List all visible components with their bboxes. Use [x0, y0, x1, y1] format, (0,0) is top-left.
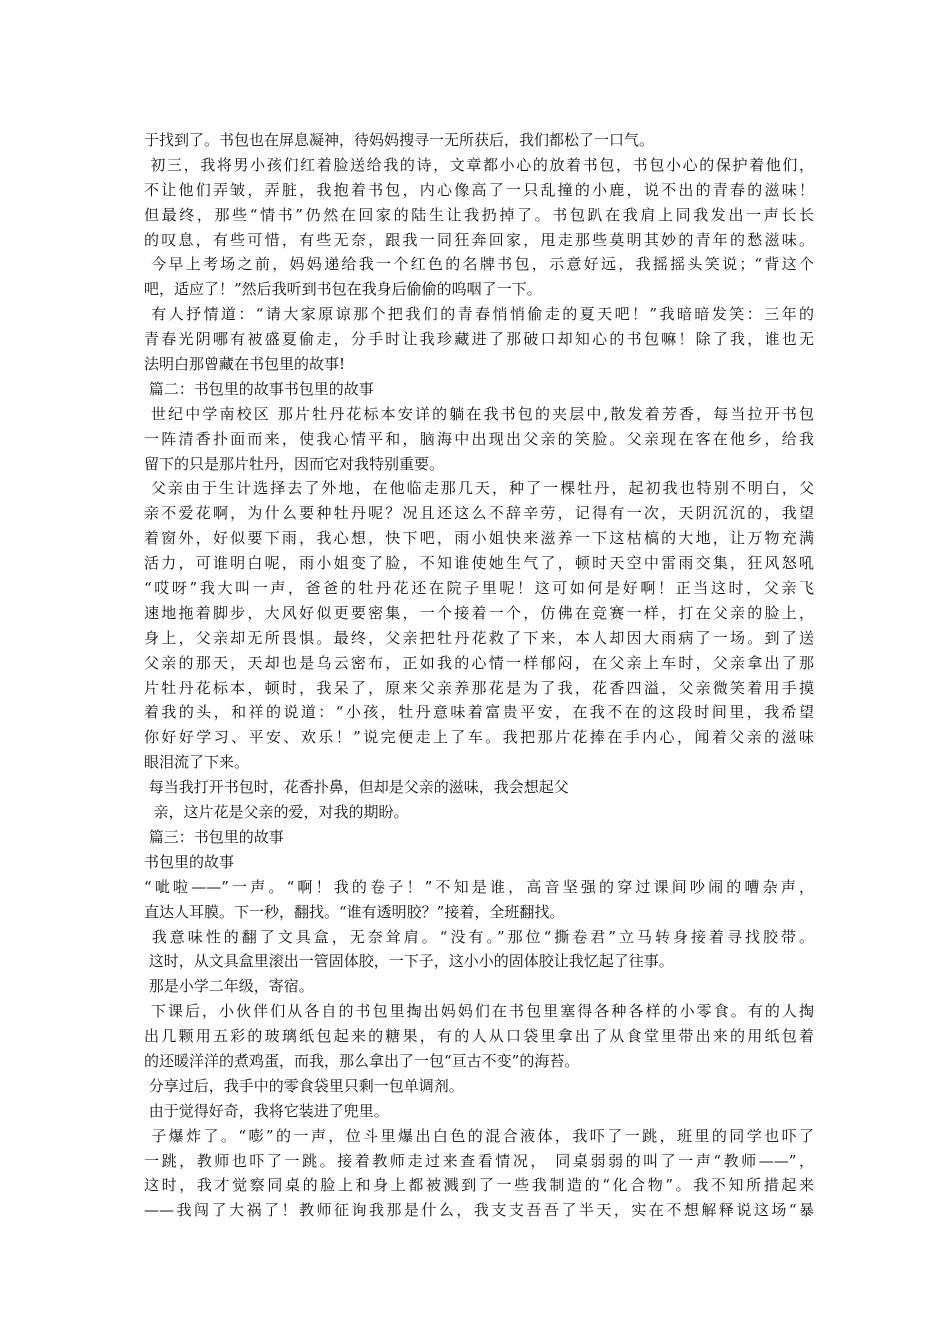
text-line: 直达人耳膜。下一秒，翻找。“谁有透明胶？”接着，全班翻找。 [144, 902, 565, 921]
text-line: 着我的头，和祥的说道：“小孩，牡丹意味着富贵平安，在我不在的这段时间里，我希望 [144, 703, 814, 722]
text-line: 青春光阴哪有被盛夏偷走，分手时让我珍藏进了那破口却知心的书包嘛！除了我，谁也无 [144, 330, 814, 349]
text-line: 我意味性的翻了文具盒，无奈耸肩。“没有。”那位“撕卷君”立马转身接着寻找胶带。 [144, 927, 814, 946]
text-line: 有人抒情道：“请大家原谅那个把我们的青春悄悄偷走的夏天吧！”我暗暗发笑：三年的 [144, 305, 814, 324]
text-line: 子爆炸了。“嘭”的一声，位斗里爆出白色的混合液体，我吓了一跳，班里的同学也吓了 [144, 1126, 814, 1145]
text-line: 身上，父亲却无所畏惧。最终，父亲把牡丹花救了下来，本人却因大雨病了一场。到了送 [144, 628, 814, 647]
text-line: 亲，这片花是父亲的爱，对我的期盼。 [144, 803, 409, 822]
text-line: 初三，我将男小孩们红着脸送给我的诗，文章都小心的放着书包，书包小心的保护着他们， [144, 155, 814, 174]
text-line: 活力，可谁明白呢，雨小姐变了脸，不知谁使她生气了，顿时天空中雷雨交集，狂风怒吼 [144, 554, 814, 573]
text-line: 眼泪流了下来。 [144, 753, 250, 772]
text-line: 吧，适应了！”然后我听到书包在我身后偷偷的呜咽了一下。 [144, 280, 542, 299]
text-line: 一阵清香扑面而来，使我心情平和，脑海中出现出父亲的笑脸。父亲现在客在他乡，给我 [144, 429, 814, 448]
text-line: 着窗外，好似要下雨，我心想，快下吧，雨小姐快来滋养一下这枯槁的大地，让万物充满 [144, 529, 814, 548]
text-line: 由于觉得好奇，我将它装进了兜里。 [144, 1101, 389, 1120]
text-line: 每当我打开书包时，花香扑鼻，但却是父亲的滋味，我会想起父 [144, 778, 569, 797]
text-line: 一跳，教师也吓了一跳。接着教师走过来查看情况， 同桌弱弱的叫了一声“教师——”， [144, 1151, 814, 1170]
text-line: 分享过后，我手中的零食袋里只剩一包单调剂。 [144, 1076, 464, 1095]
text-line: 这时，我才觉察同桌的脸上和身上都被溅到了一些我制造的“化合物”。我不知所措起来 [144, 1176, 814, 1195]
text-line: 今早上考场之前，妈妈递给我一个红色的名牌书包，示意好远，我摇摇头笑说；“背这个 [144, 255, 814, 274]
document-page [144, 128, 814, 1223]
text-line: 不让他们弄皱，弄脏，我抱着书包，内心像高了一只乱撞的小鹿，说不出的青春的滋味！ [144, 180, 814, 199]
text-line: 但最终，那些“情书”仍然在回家的陆生让我扔掉了。书包趴在我肩上同我发出一声长长 [144, 205, 814, 224]
text-line: 出几颗用五彩的玻璃纸包起来的糖果，有的人从口袋里拿出了从食堂里带出来的用纸包着 [144, 1027, 814, 1046]
text-line: 留下的只是那片牡丹，因而它对我特别重要。 [144, 454, 445, 473]
text-line: 片牡丹花标本，顿时，我呆了，原来父亲养那花是为了我，花香四溢，父亲微笑着用手摸 [144, 678, 814, 697]
text-line: 速地拖着脚步，大风好似更要密集，一个接着一个，仿佛在竞赛一样，打在父亲的脸上， [144, 603, 814, 622]
text-line: ——我闯了大祸了！教师征询我那是什么，我支支吾吾了半天，实在不想解释说这场“暴 [144, 1201, 814, 1220]
text-line: 书包里的故事 [144, 852, 235, 871]
text-line: 法明白那曾藏在书包里的故事! [144, 355, 346, 374]
text-line: 亲不爱花啊，为什么要种牡丹呢？况且还这么不辞辛劳，记得有一次，天阴沉沉的，我望 [144, 504, 814, 523]
text-line: “哎呀”我大叫一声，爸爸的牡丹花还在院子里呢！这可如何是好啊！正当这时，父亲飞 [144, 579, 814, 598]
text-line: 篇三：书包里的故事 [144, 827, 284, 846]
text-line: 的叹息，有些可惜，有些无奈，跟我一同狂奔回家，甩走那些莫明其妙的青年的愁滋味。 [144, 230, 814, 249]
text-line: 你好好学习、平安、欢乐！”说完便走上了车。我把那片花捧在手内心，闻着父亲的滋味 [144, 728, 814, 747]
text-line: 于找到了。书包也在屏息凝神，待妈妈搜寻一无所获后，我们都松了一口气。 [144, 131, 655, 149]
text-line: “呲啦——”一声。“啊！我的卷子！”不知是谁，高音坚强的穿过课间吵闹的嘈杂声， [144, 877, 814, 896]
text-line: 父亲的那天，天却也是乌云密布，正如我的心情一样郁闷，在父亲上车时，父亲拿出了那 [144, 653, 814, 672]
text-line: 世纪中学南校区 那片牡丹花标本安详的躺在我书包的夹层中,散发着芳香，每当拉开书包 [144, 404, 814, 423]
text-line: 下课后，小伙伴们从各自的书包里掏出妈妈们在书包里塞得各种各样的小零食。有的人掏 [144, 1002, 814, 1021]
text-line: 这时，从文具盒里滚出一管固体胶，一下子，这小小的固体胶让我忆起了往事。 [144, 952, 674, 971]
text-line: 的还暖洋洋的煮鸡蛋，而我，那么拿出了一包“亘古不变”的海苔。 [144, 1051, 580, 1070]
text-line: 篇二：书包里的故事书包里的故事 [144, 379, 374, 398]
text-line: 那是小学二年级，寄宿。 [144, 977, 314, 996]
text-line: 父亲由于生计选择去了外地，在他临走那几天，种了一棵牡丹，起初我也特别不明白，父 [144, 479, 814, 498]
